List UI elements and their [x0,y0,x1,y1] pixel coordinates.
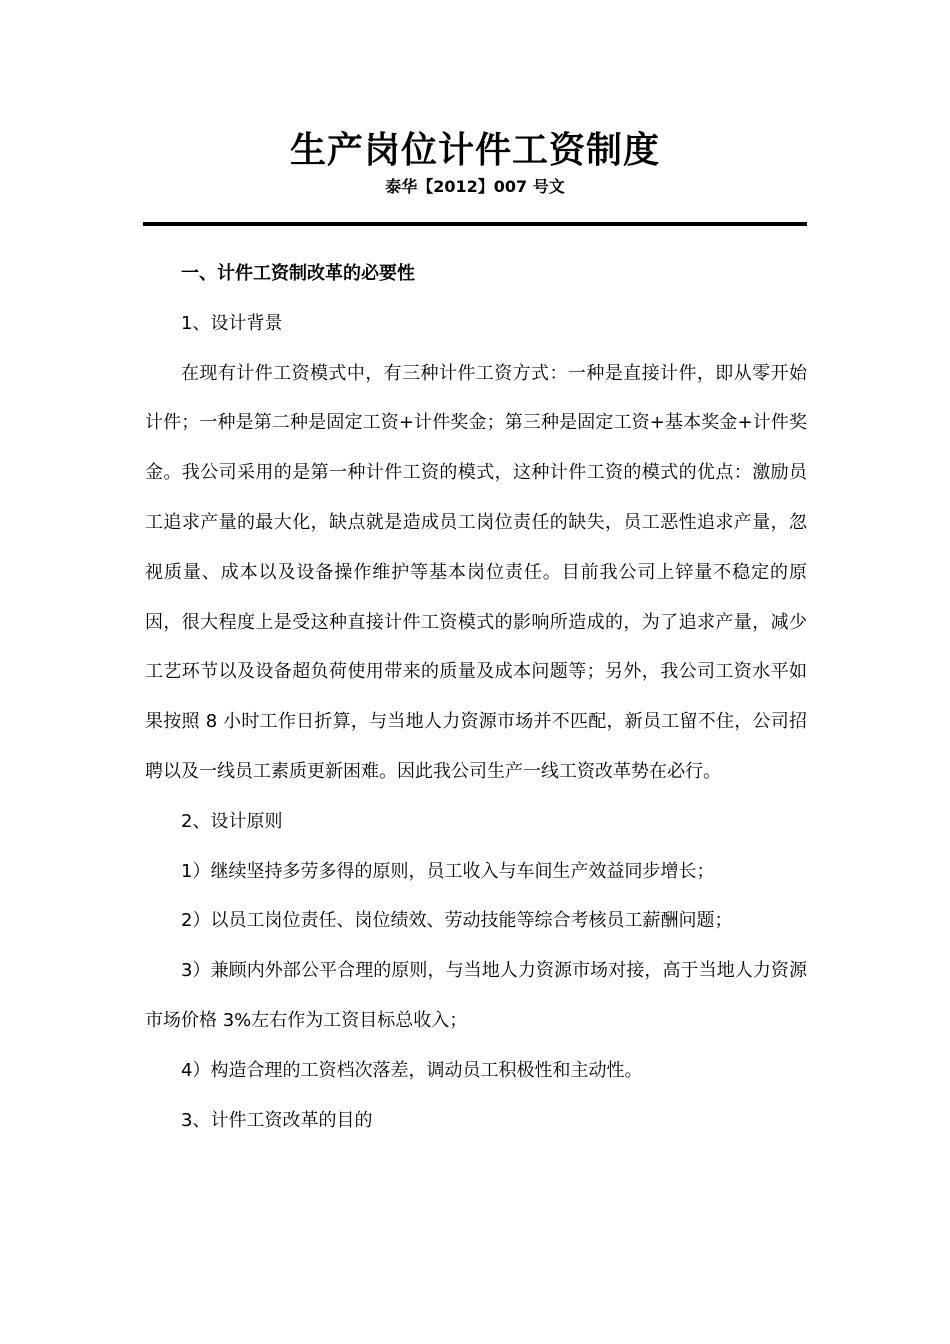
subsection-heading: 1、设计背景 [181,312,283,334]
document-number: 泰华【2012】007 号文 [385,177,565,196]
background-paragraph: 在现有计件工资模式中，有三种计件工资方式：一种是直接计件，即从零开始计件；一种是第二种是固定工资+计件奖金；第三种是固定工资+基本奖金+计件奖金。我公司采用的是第一种计件工资的模式，这种计件工资的模式的优点：激励员工追求产量的最大化，缺点就是造成员工岗位责任的缺失，员工恶性追求产量，忽视质量、成本以及设备操作维护等基本岗位责任。目前我公司上锌量不稳定的原因，很大程度上是受这种直接计件工资模式的影响所造成的，为了追求产量，减少工艺环节以及设备超负荷使用带来的质量及成本问题等；另外，我公司工资水平如果按照 8 小时工作日折算，与当地人力资源市场并不匹配，新员工留不住，公司招聘以及一线员工素质更新困难。因此我公司生产一线工资改革势在必行。 [145,362,807,782]
principle-item: 4）构造合理的工资档次落差，调动员工积极性和主动性。 [181,1059,643,1081]
subsection-heading: 3、计件工资改革的目的 [181,1109,373,1131]
principle-item: 2）以员工岗位责任、岗位绩效、劳动技能等综合考核员工薪酬问题； [181,910,733,932]
document-title: 生产岗位计件工资制度 [289,130,660,171]
principle-item: 3）兼顾内外部公平合理的原则，与当地人力资源市场对接，高于当地人力资源市场价格 3%左右作为工资目标总收入； [145,960,807,1031]
section-heading: 一、计件工资制改革的必要性 [181,263,415,284]
document-body [145,249,807,1145]
header-divider [143,222,807,226]
principle-item: 1）继续坚持多劳多得的原则，员工收入与车间生产效益同步增长； [181,860,715,882]
subsection-heading: 2、设计原则 [181,810,283,832]
